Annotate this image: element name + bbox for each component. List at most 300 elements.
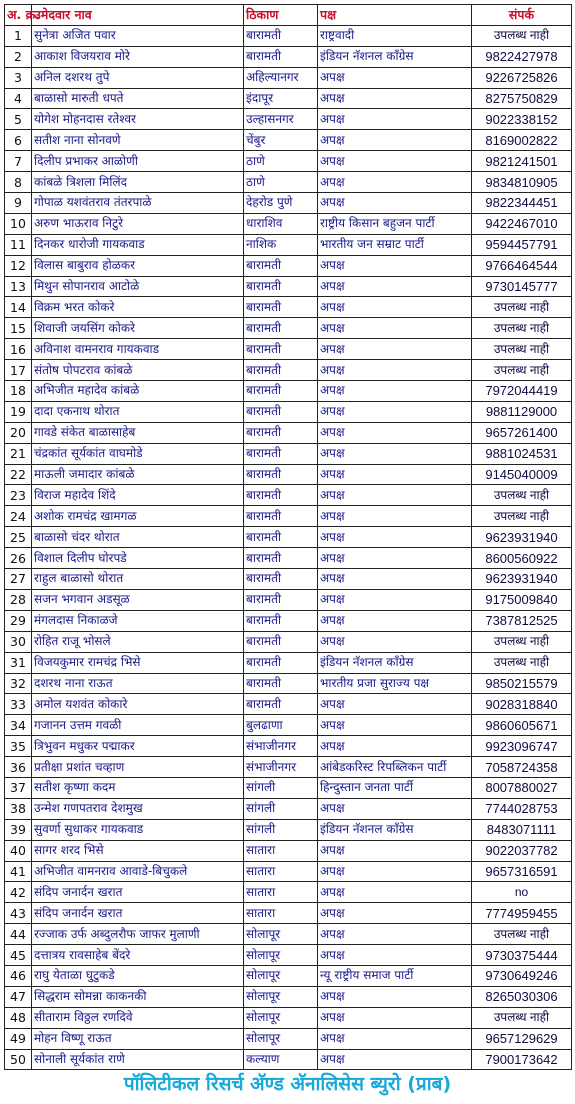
cell-candidate-name: अमोल यशवंत कोकारे bbox=[32, 694, 244, 715]
cell-candidate-name: संदिप जनार्दन खरात bbox=[32, 903, 244, 924]
table-row bbox=[5, 819, 572, 840]
cell-candidate-name: मोहन विष्णू राऊत bbox=[32, 1028, 244, 1049]
cell-location: सातारा bbox=[244, 861, 318, 882]
table-row bbox=[5, 840, 572, 861]
table-row bbox=[5, 924, 572, 945]
cell-candidate-name: सुवर्णा सुधाकर गायकवाड bbox=[32, 819, 244, 840]
cell-serial-no: 37 bbox=[5, 777, 32, 798]
cell-candidate-name: दादा एकनाथ थोरात bbox=[32, 401, 244, 422]
cell-party: भारतीय प्रजा सुराज्य पक्ष bbox=[318, 673, 472, 694]
cell-party: अपक्ष bbox=[318, 1007, 472, 1028]
cell-candidate-name: राघु येताळा घुटुकडे bbox=[32, 965, 244, 986]
table-row bbox=[5, 297, 572, 318]
table-row bbox=[5, 986, 572, 1007]
cell-serial-no: 5 bbox=[5, 109, 32, 130]
cell-location: बारामती bbox=[244, 339, 318, 360]
cell-candidate-name: सतीश कृष्णा कदम bbox=[32, 777, 244, 798]
table-row bbox=[5, 422, 572, 443]
cell-contact: उपलब्ध नाही bbox=[472, 297, 572, 318]
cell-party: आंबेडकरिस्ट रिपब्लिकन पार्टी bbox=[318, 757, 472, 778]
table-row bbox=[5, 213, 572, 234]
cell-contact: 9623931940 bbox=[472, 527, 572, 548]
cell-serial-no: 6 bbox=[5, 130, 32, 151]
cell-contact: उपलब्ध नाही bbox=[472, 1007, 572, 1028]
table-row bbox=[5, 715, 572, 736]
cell-contact: no bbox=[472, 882, 572, 903]
table-row bbox=[5, 360, 572, 381]
cell-location: सातारा bbox=[244, 840, 318, 861]
candidate-list-sheet bbox=[4, 4, 571, 1070]
table-row bbox=[5, 569, 572, 590]
table-row bbox=[5, 276, 572, 297]
cell-party: अपक्ष bbox=[318, 109, 472, 130]
cell-location: सातारा bbox=[244, 903, 318, 924]
cell-contact: 9766464544 bbox=[472, 255, 572, 276]
cell-serial-no: 42 bbox=[5, 882, 32, 903]
cell-location: सातारा bbox=[244, 882, 318, 903]
cell-serial-no: 18 bbox=[5, 381, 32, 402]
cell-contact: 9422467010 bbox=[472, 213, 572, 234]
cell-serial-no: 22 bbox=[5, 464, 32, 485]
cell-party: अपक्ष bbox=[318, 318, 472, 339]
cell-serial-no: 11 bbox=[5, 234, 32, 255]
cell-location: बारामती bbox=[244, 318, 318, 339]
table-row bbox=[5, 318, 572, 339]
table-header-row bbox=[5, 5, 572, 26]
table-row bbox=[5, 109, 572, 130]
table-row bbox=[5, 757, 572, 778]
table-row bbox=[5, 694, 572, 715]
cell-location: बारामती bbox=[244, 276, 318, 297]
cell-contact: 8600560922 bbox=[472, 548, 572, 569]
table-row bbox=[5, 485, 572, 506]
cell-party: अपक्ष bbox=[318, 67, 472, 88]
cell-serial-no: 35 bbox=[5, 736, 32, 757]
cell-serial-no: 39 bbox=[5, 819, 32, 840]
cell-party: इंडियन नॅशनल काँग्रेस bbox=[318, 46, 472, 67]
cell-location: ठाणे bbox=[244, 151, 318, 172]
cell-candidate-name: गावडे संकेत बाळासाहेब bbox=[32, 422, 244, 443]
cell-contact: उपलब्ध नाही bbox=[472, 25, 572, 46]
cell-contact: 9623931940 bbox=[472, 569, 572, 590]
cell-party: भारतीय जन सम्राट पार्टी bbox=[318, 234, 472, 255]
cell-serial-no: 2 bbox=[5, 46, 32, 67]
cell-candidate-name: दिलीप प्रभाकर आळोणी bbox=[32, 151, 244, 172]
cell-party: राष्ट्रीय किसान बहुजन पार्टी bbox=[318, 213, 472, 234]
table-row bbox=[5, 46, 572, 67]
cell-party: अपक्ष bbox=[318, 381, 472, 402]
cell-contact: 8483071111 bbox=[472, 819, 572, 840]
cell-party: अपक्ष bbox=[318, 464, 472, 485]
cell-party: अपक्ष bbox=[318, 715, 472, 736]
cell-serial-no: 45 bbox=[5, 945, 32, 966]
cell-location: बारामती bbox=[244, 610, 318, 631]
table-row bbox=[5, 25, 572, 46]
cell-serial-no: 4 bbox=[5, 88, 32, 109]
cell-contact: 8275750829 bbox=[472, 88, 572, 109]
candidate-table bbox=[4, 4, 572, 1070]
cell-location: कल्याण bbox=[244, 1049, 318, 1070]
cell-party: अपक्ष bbox=[318, 360, 472, 381]
cell-location: सोलापूर bbox=[244, 965, 318, 986]
cell-contact: उपलब्ध नाही bbox=[472, 652, 572, 673]
cell-contact: उपलब्ध नाही bbox=[472, 924, 572, 945]
table-row bbox=[5, 255, 572, 276]
cell-location: चेंबुर bbox=[244, 130, 318, 151]
cell-candidate-name: सिद्धराम सोमन्ना काकनकी bbox=[32, 986, 244, 1007]
cell-candidate-name: उन्मेश गणपतराव देशमुख bbox=[32, 798, 244, 819]
cell-contact: 9028318840 bbox=[472, 694, 572, 715]
header-contact: संपर्क bbox=[472, 5, 572, 26]
table-row bbox=[5, 861, 572, 882]
cell-location: बारामती bbox=[244, 401, 318, 422]
cell-location: सोलापूर bbox=[244, 924, 318, 945]
cell-location: नाशिक bbox=[244, 234, 318, 255]
cell-contact: 9022037782 bbox=[472, 840, 572, 861]
cell-candidate-name: विलास बाबुराव होळकर bbox=[32, 255, 244, 276]
footer-bureau-name: पॉलिटीकल रिसर्च अ‍ॅण्ड अ‍ॅनालिसेस ब्युरो (प्राब) bbox=[123, 1073, 452, 1095]
cell-location: बारामती bbox=[244, 360, 318, 381]
cell-location: सांगली bbox=[244, 777, 318, 798]
table-row bbox=[5, 1049, 572, 1070]
cell-party: अपक्ष bbox=[318, 569, 472, 590]
cell-candidate-name: माऊली जमादार कांबळे bbox=[32, 464, 244, 485]
cell-contact: 9657261400 bbox=[472, 422, 572, 443]
cell-candidate-name: अनिल दशरथ तुपे bbox=[32, 67, 244, 88]
cell-contact: उपलब्ध नाही bbox=[472, 339, 572, 360]
cell-contact: उपलब्ध नाही bbox=[472, 506, 572, 527]
cell-party: इंडियन नॅशनल काँग्रेस bbox=[318, 819, 472, 840]
cell-contact: 9730145777 bbox=[472, 276, 572, 297]
table-row bbox=[5, 151, 572, 172]
cell-contact: 9822344451 bbox=[472, 193, 572, 214]
cell-location: ठाणे bbox=[244, 172, 318, 193]
cell-serial-no: 26 bbox=[5, 548, 32, 569]
cell-candidate-name: मिथुन सोपानराव आटोळे bbox=[32, 276, 244, 297]
cell-party: अपक्ष bbox=[318, 255, 472, 276]
cell-contact: 7744028753 bbox=[472, 798, 572, 819]
cell-candidate-name: दत्तात्रय रावसाहेब बेंदरे bbox=[32, 945, 244, 966]
cell-candidate-name: अशोक रामचंद्र खामगळ bbox=[32, 506, 244, 527]
cell-location: सोलापूर bbox=[244, 1007, 318, 1028]
cell-serial-no: 46 bbox=[5, 965, 32, 986]
cell-serial-no: 21 bbox=[5, 443, 32, 464]
cell-candidate-name: प्रतीक्षा प्रशांत चव्हाण bbox=[32, 757, 244, 778]
cell-party: अपक्ष bbox=[318, 798, 472, 819]
cell-party: अपक्ष bbox=[318, 548, 472, 569]
table-row bbox=[5, 631, 572, 652]
table-row bbox=[5, 443, 572, 464]
cell-candidate-name: अविनाश वामनराव गायकवाड bbox=[32, 339, 244, 360]
cell-serial-no: 48 bbox=[5, 1007, 32, 1028]
cell-serial-no: 14 bbox=[5, 297, 32, 318]
cell-location: संभाजीनगर bbox=[244, 757, 318, 778]
cell-contact: 8169002822 bbox=[472, 130, 572, 151]
cell-candidate-name: बाळासो चंदर थोरात bbox=[32, 527, 244, 548]
cell-candidate-name: दिनकर धारोजी गायकवाड bbox=[32, 234, 244, 255]
cell-location: बारामती bbox=[244, 485, 318, 506]
cell-serial-no: 32 bbox=[5, 673, 32, 694]
cell-contact: 9821241501 bbox=[472, 151, 572, 172]
cell-party: अपक्ष bbox=[318, 297, 472, 318]
cell-contact: 9730375444 bbox=[472, 945, 572, 966]
table-row bbox=[5, 777, 572, 798]
cell-candidate-name: त्रिभुवन मधुकर पद्माकर bbox=[32, 736, 244, 757]
cell-location: बारामती bbox=[244, 297, 318, 318]
cell-serial-no: 19 bbox=[5, 401, 32, 422]
cell-serial-no: 34 bbox=[5, 715, 32, 736]
cell-contact: 7058724358 bbox=[472, 757, 572, 778]
cell-candidate-name: आकाश विजयराव मोरे bbox=[32, 46, 244, 67]
cell-serial-no: 30 bbox=[5, 631, 32, 652]
cell-candidate-name: राहुल बाळासो थोरात bbox=[32, 569, 244, 590]
cell-serial-no: 40 bbox=[5, 840, 32, 861]
table-row bbox=[5, 882, 572, 903]
cell-candidate-name: अरुण भाऊराव निटुरे bbox=[32, 213, 244, 234]
cell-location: बारामती bbox=[244, 506, 318, 527]
cell-candidate-name: शिवाजी जयसिंग कोकरे bbox=[32, 318, 244, 339]
table-row bbox=[5, 652, 572, 673]
cell-contact: 9145040009 bbox=[472, 464, 572, 485]
cell-serial-no: 12 bbox=[5, 255, 32, 276]
cell-serial-no: 43 bbox=[5, 903, 32, 924]
cell-candidate-name: संतोष पोपटराव कांबळे bbox=[32, 360, 244, 381]
cell-candidate-name: विराज महादेव शिंदे bbox=[32, 485, 244, 506]
cell-serial-no: 8 bbox=[5, 172, 32, 193]
cell-party: अपक्ष bbox=[318, 276, 472, 297]
cell-serial-no: 25 bbox=[5, 527, 32, 548]
table-row bbox=[5, 527, 572, 548]
cell-party: अपक्ष bbox=[318, 861, 472, 882]
cell-candidate-name: संदिप जनार्दन खरात bbox=[32, 882, 244, 903]
cell-party: अपक्ष bbox=[318, 1028, 472, 1049]
cell-contact: 9022338152 bbox=[472, 109, 572, 130]
cell-candidate-name: सोनाली सूर्यकांत राणे bbox=[32, 1049, 244, 1070]
cell-party: अपक्ष bbox=[318, 736, 472, 757]
header-candidate-name: उमेदवार नाव bbox=[32, 5, 244, 26]
cell-candidate-name: रोहित राजू भोसले bbox=[32, 631, 244, 652]
cell-candidate-name: गोपाळ यशवंतराव तंतरपाळे bbox=[32, 193, 244, 214]
cell-location: संभाजीनगर bbox=[244, 736, 318, 757]
cell-location: बारामती bbox=[244, 548, 318, 569]
cell-serial-no: 1 bbox=[5, 25, 32, 46]
cell-serial-no: 17 bbox=[5, 360, 32, 381]
table-row bbox=[5, 401, 572, 422]
cell-party: इंडियन नॅशनल काँग्रेस bbox=[318, 652, 472, 673]
cell-candidate-name: गजानन उत्तम गवळी bbox=[32, 715, 244, 736]
cell-location: बारामती bbox=[244, 694, 318, 715]
cell-contact: 9860605671 bbox=[472, 715, 572, 736]
cell-contact: 9881129000 bbox=[472, 401, 572, 422]
cell-party: अपक्ष bbox=[318, 694, 472, 715]
cell-party: अपक्ष bbox=[318, 527, 472, 548]
table-row bbox=[5, 88, 572, 109]
cell-contact: उपलब्ध नाही bbox=[472, 318, 572, 339]
cell-location: देहरोड पुणे bbox=[244, 193, 318, 214]
cell-location: बारामती bbox=[244, 527, 318, 548]
cell-contact: उपलब्ध नाही bbox=[472, 631, 572, 652]
table-row bbox=[5, 945, 572, 966]
cell-location: सांगली bbox=[244, 798, 318, 819]
table-row bbox=[5, 673, 572, 694]
cell-candidate-name: बाळासो मारुती धपते bbox=[32, 88, 244, 109]
cell-contact: उपलब्ध नाही bbox=[472, 485, 572, 506]
table-row bbox=[5, 610, 572, 631]
cell-contact: 7387812525 bbox=[472, 610, 572, 631]
cell-party: अपक्ष bbox=[318, 1049, 472, 1070]
cell-party: अपक्ष bbox=[318, 172, 472, 193]
cell-location: बारामती bbox=[244, 422, 318, 443]
table-row bbox=[5, 234, 572, 255]
cell-party: अपक्ष bbox=[318, 506, 472, 527]
cell-location: सोलापूर bbox=[244, 986, 318, 1007]
cell-location: इंदापूर bbox=[244, 88, 318, 109]
cell-contact: 9226725826 bbox=[472, 67, 572, 88]
table-row bbox=[5, 339, 572, 360]
cell-serial-no: 29 bbox=[5, 610, 32, 631]
cell-serial-no: 50 bbox=[5, 1049, 32, 1070]
cell-serial-no: 9 bbox=[5, 193, 32, 214]
cell-candidate-name: अभिजीत महादेव कांबळे bbox=[32, 381, 244, 402]
cell-contact: 8265030306 bbox=[472, 986, 572, 1007]
table-row bbox=[5, 172, 572, 193]
cell-candidate-name: सजन भगवान अडसूळ bbox=[32, 589, 244, 610]
cell-serial-no: 13 bbox=[5, 276, 32, 297]
table-row bbox=[5, 1028, 572, 1049]
cell-party: अपक्ष bbox=[318, 485, 472, 506]
cell-party: अपक्ष bbox=[318, 401, 472, 422]
cell-location: बारामती bbox=[244, 255, 318, 276]
cell-party: अपक्ष bbox=[318, 130, 472, 151]
cell-contact: 7972044419 bbox=[472, 381, 572, 402]
cell-party: अपक्ष bbox=[318, 924, 472, 945]
cell-party: अपक्ष bbox=[318, 151, 472, 172]
cell-location: सोलापूर bbox=[244, 945, 318, 966]
cell-contact: 9850215579 bbox=[472, 673, 572, 694]
table-row bbox=[5, 548, 572, 569]
cell-location: बारामती bbox=[244, 631, 318, 652]
cell-party: अपक्ष bbox=[318, 882, 472, 903]
table-row bbox=[5, 903, 572, 924]
cell-serial-no: 10 bbox=[5, 213, 32, 234]
cell-serial-no: 7 bbox=[5, 151, 32, 172]
cell-party: अपक्ष bbox=[318, 945, 472, 966]
cell-candidate-name: योगेश मोहनदास रतेश्वर bbox=[32, 109, 244, 130]
cell-contact: 9657316591 bbox=[472, 861, 572, 882]
cell-serial-no: 28 bbox=[5, 589, 32, 610]
table-row bbox=[5, 464, 572, 485]
cell-location: बारामती bbox=[244, 46, 318, 67]
cell-party: अपक्ष bbox=[318, 422, 472, 443]
cell-candidate-name: सुनेत्रा अजित पवार bbox=[32, 25, 244, 46]
table-row bbox=[5, 736, 572, 757]
cell-party: अपक्ष bbox=[318, 986, 472, 1007]
cell-candidate-name: विजयकुमार रामचंद्र भिसे bbox=[32, 652, 244, 673]
candidate-table-body bbox=[5, 25, 572, 1070]
cell-serial-no: 3 bbox=[5, 67, 32, 88]
cell-serial-no: 31 bbox=[5, 652, 32, 673]
header-location: ठिकाण bbox=[244, 5, 318, 26]
cell-contact: उपलब्ध नाही bbox=[472, 360, 572, 381]
cell-party: न्यू राष्ट्रीय समाज पार्टी bbox=[318, 965, 472, 986]
cell-party: अपक्ष bbox=[318, 339, 472, 360]
cell-party: अपक्ष bbox=[318, 840, 472, 861]
cell-contact: 8007880027 bbox=[472, 777, 572, 798]
cell-location: बारामती bbox=[244, 25, 318, 46]
table-row bbox=[5, 589, 572, 610]
cell-contact: 9881024531 bbox=[472, 443, 572, 464]
cell-location: बारामती bbox=[244, 569, 318, 590]
cell-party: हिन्दुस्तान जनता पार्टी bbox=[318, 777, 472, 798]
cell-contact: 7774959455 bbox=[472, 903, 572, 924]
cell-location: सांगली bbox=[244, 819, 318, 840]
cell-contact: 7900173642 bbox=[472, 1049, 572, 1070]
cell-serial-no: 33 bbox=[5, 694, 32, 715]
cell-party: अपक्ष bbox=[318, 589, 472, 610]
table-row bbox=[5, 67, 572, 88]
cell-party: अपक्ष bbox=[318, 610, 472, 631]
cell-location: बारामती bbox=[244, 652, 318, 673]
cell-contact: 9175009840 bbox=[472, 589, 572, 610]
header-party: पक्ष bbox=[318, 5, 472, 26]
table-row bbox=[5, 965, 572, 986]
cell-location: बारामती bbox=[244, 464, 318, 485]
cell-candidate-name: दशरथ नाना राऊत bbox=[32, 673, 244, 694]
header-serial-no: अ. क्र. bbox=[5, 5, 32, 26]
cell-location: बारामती bbox=[244, 443, 318, 464]
cell-candidate-name: सतीश नाना सोनवणे bbox=[32, 130, 244, 151]
cell-contact: 9822427978 bbox=[472, 46, 572, 67]
cell-candidate-name: विशाल दिलीप घोरपडे bbox=[32, 548, 244, 569]
table-row bbox=[5, 193, 572, 214]
cell-contact: 9834810905 bbox=[472, 172, 572, 193]
cell-candidate-name: मंगलदास निकाळजे bbox=[32, 610, 244, 631]
cell-candidate-name: सागर शरद भिसे bbox=[32, 840, 244, 861]
cell-location: सोलापूर bbox=[244, 1028, 318, 1049]
cell-location: बारामती bbox=[244, 381, 318, 402]
cell-party: अपक्ष bbox=[318, 443, 472, 464]
cell-party: राष्ट्रवादी bbox=[318, 25, 472, 46]
table-row bbox=[5, 506, 572, 527]
cell-location: धाराशिव bbox=[244, 213, 318, 234]
cell-contact: 9657129629 bbox=[472, 1028, 572, 1049]
cell-candidate-name: विक्रम भरत कोकरे bbox=[32, 297, 244, 318]
cell-serial-no: 47 bbox=[5, 986, 32, 1007]
cell-party: अपक्ष bbox=[318, 88, 472, 109]
cell-serial-no: 20 bbox=[5, 422, 32, 443]
cell-location: बुलढाणा bbox=[244, 715, 318, 736]
cell-candidate-name: चंद्रकांत सूर्यकांत वाघमोडे bbox=[32, 443, 244, 464]
cell-location: उल्हासनगर bbox=[244, 109, 318, 130]
cell-serial-no: 41 bbox=[5, 861, 32, 882]
cell-candidate-name: कांबळे त्रिशला मिलिंद bbox=[32, 172, 244, 193]
cell-serial-no: 24 bbox=[5, 506, 32, 527]
cell-candidate-name: अभिजीत वामनराव आवाडे-बिचुकले bbox=[32, 861, 244, 882]
cell-serial-no: 27 bbox=[5, 569, 32, 590]
cell-party: अपक्ष bbox=[318, 631, 472, 652]
table-row bbox=[5, 130, 572, 151]
cell-serial-no: 23 bbox=[5, 485, 32, 506]
cell-contact: 9923096747 bbox=[472, 736, 572, 757]
cell-serial-no: 16 bbox=[5, 339, 32, 360]
cell-candidate-name: सीताराम विठ्ठल रणदिवे bbox=[32, 1007, 244, 1028]
table-row bbox=[5, 381, 572, 402]
cell-serial-no: 38 bbox=[5, 798, 32, 819]
cell-location: बारामती bbox=[244, 589, 318, 610]
cell-serial-no: 36 bbox=[5, 757, 32, 778]
cell-contact: 9730649246 bbox=[472, 965, 572, 986]
cell-party: अपक्ष bbox=[318, 903, 472, 924]
